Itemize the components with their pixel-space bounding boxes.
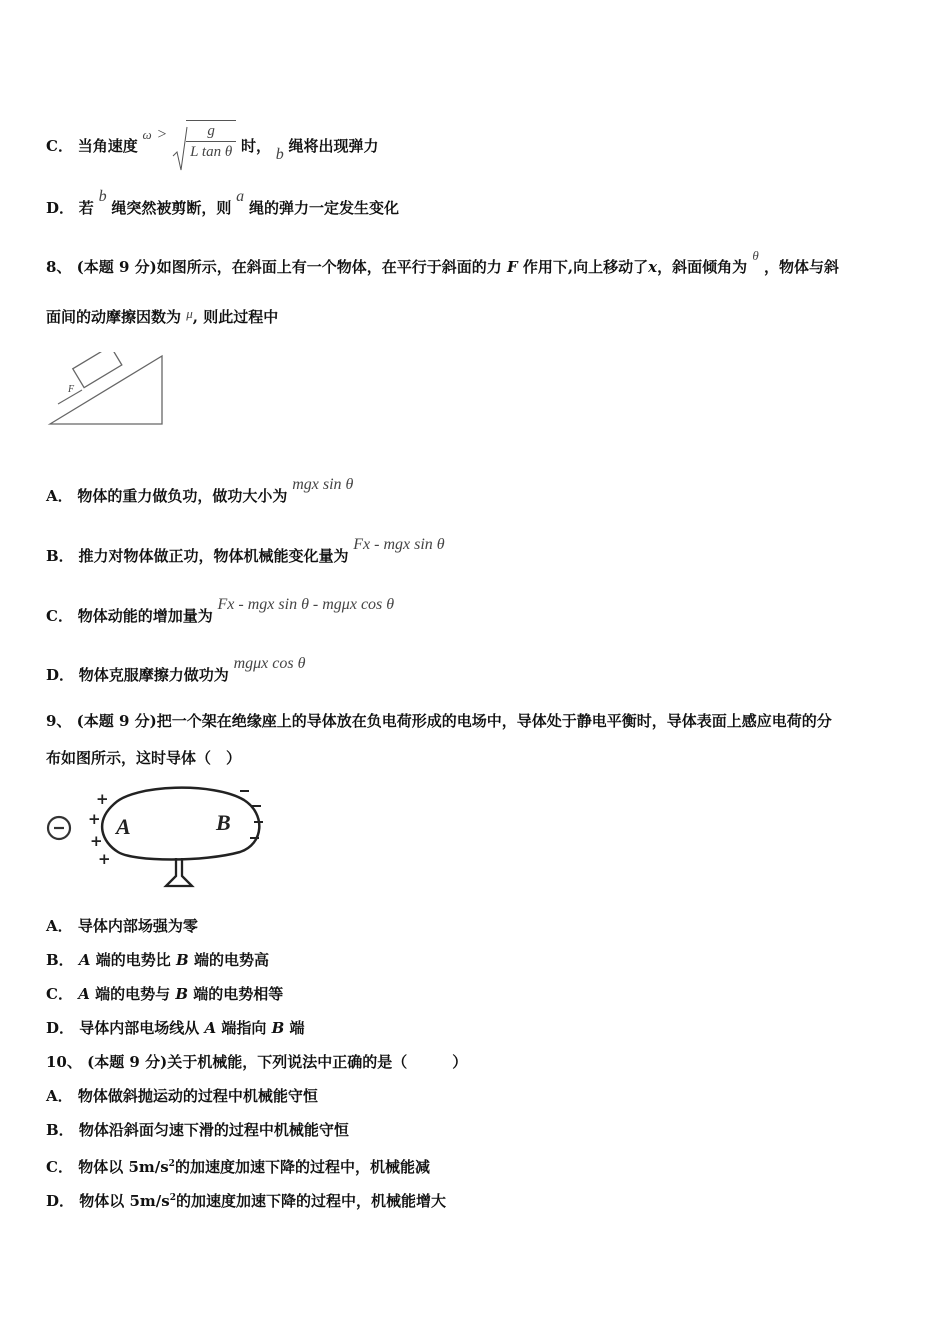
rope-a-symbol: a [236,188,245,205]
rope-b-symbol: b [98,188,107,205]
question-score: (本题 9 分) [76,258,157,276]
q7-option-d [46,188,399,219]
question-number: 10、 [46,1053,82,1071]
option-label: D． [46,1019,75,1037]
plus-sign: + [88,810,101,828]
option-label: B． [46,1121,74,1139]
q9-option-b [46,950,269,970]
option-text: 物体克服摩擦力做功为 [78,666,229,684]
option-text: 物体动能的增加量为 [77,607,213,625]
option-label: A． [46,1087,73,1105]
question-score: (本题 9 分) [87,1053,168,1071]
question-text: 把一个架在绝缘座上的导体放在负电荷形成的电场中，导体处于静电平衡时，导体表面上感应电荷的分 [156,712,832,730]
question-text: 面间的动摩擦因数为 [46,308,182,326]
displacement-symbol: x [648,258,658,276]
question-text: 关于机械能，下列说法中正确的是（ ） [167,1053,468,1071]
q8-option-c [46,596,395,627]
option-text: 端的电势与 [95,985,171,1003]
rope-b-symbol: b [275,146,284,163]
question-text: ，斜面倾角为 [657,258,748,276]
q7-option-c [46,123,379,168]
end-b-symbol: B [271,1019,285,1037]
q10-option-d [46,1188,446,1211]
option-text: 物体以 [78,1158,124,1176]
option-formula: mgx sin θ [292,476,354,493]
question-text: ，物体与斜 [763,258,839,276]
question-text: 布如图所示，这时导体（ ） [46,749,242,767]
sqrt-expression [172,123,236,168]
incline-figure [46,352,168,430]
option-label: D． [46,1192,75,1210]
option-text: 导体内部电场线从 [79,1019,200,1037]
option-label: B． [46,547,74,565]
option-text: 物体做斜抛运动的过程中机械能守恒 [77,1087,318,1105]
theta-symbol: θ [752,248,759,263]
end-a-label: A [116,814,131,839]
option-text: 的加速度加速下降的过程中，机械能减 [174,1158,430,1176]
fraction-numerator: g [186,121,236,142]
option-label: D． [46,199,75,217]
option-text: 绳的弹力一定发生变化 [248,199,399,217]
q9-option-a [46,916,198,936]
option-text: 端指向 [221,1019,267,1037]
end-b-symbol: B [176,951,189,969]
plus-sign: + [96,790,109,808]
exponent: 2 [168,1159,175,1169]
option-formula: mgμx cos θ [233,655,306,672]
option-label: C． [46,985,73,1003]
end-a-symbol: A [78,985,90,1003]
omega-symbol: ω [142,127,152,142]
option-label: D． [46,666,75,684]
end-a-symbol: A [78,951,91,969]
greater-than-symbol: > [156,126,168,143]
option-text: 物体以 [79,1192,125,1210]
q9-option-c [46,984,283,1004]
q8-stem-line-1 [46,248,839,278]
q10-option-c [46,1154,430,1177]
option-text: 的加速度加速下降的过程中，机械能增大 [176,1192,447,1210]
option-text: 端的电势比 [95,951,171,969]
positive-charges [88,790,111,868]
block [73,352,122,388]
option-text: 端 [289,1019,305,1037]
q9-stem-line-1 [46,711,832,731]
end-b-symbol: B [175,985,188,1003]
option-text: 端的电势高 [193,951,269,969]
q10-stem [46,1052,467,1072]
question-score: (本题 9 分) [76,712,157,730]
q10-option-a [46,1086,318,1106]
option-text: 导体内部场强为零 [77,917,198,935]
end-a-symbol: A [204,1019,217,1037]
q9-stem-line-2 [46,748,241,768]
question-text: 作用下,向上移动了 [522,258,649,276]
fraction-denominator: L tan θ [190,144,233,160]
option-label: C． [46,607,73,625]
plus-sign: + [90,832,103,850]
fraction [186,120,236,162]
option-label: A． [46,487,73,505]
conductor-figure [44,782,268,892]
option-label: A． [46,917,73,935]
option-text: 时， [240,137,271,155]
option-text: 物体的重力做负功，做功大小为 [77,487,288,505]
force-symbol: F [507,258,518,276]
q8-option-b [46,536,445,567]
option-formula: Fx - mgx sin θ [353,536,445,553]
question-number: 8、 [46,258,72,276]
insulating-stand [166,858,192,886]
acceleration-value: 5m/s [128,1158,169,1176]
q9-option-d [46,1018,305,1038]
option-label: C． [46,137,73,155]
question-text: , 则此过程中 [192,308,279,326]
q8-option-a [46,476,354,507]
plus-sign: + [98,850,111,868]
q8-option-d [46,655,306,686]
q8-stem-line-2 [46,307,278,328]
end-b-label: B [216,810,231,835]
option-label: C． [46,1158,73,1176]
option-text: 物体沿斜面匀速下滑的过程中机械能守恒 [78,1121,349,1139]
option-text: 绳突然被剪断，则 [111,199,232,217]
option-text: 绳将出现弹力 [288,137,379,155]
acceleration-value: 5m/s [129,1192,170,1210]
option-formula: Fx - mgx sin θ - mgμx cos θ [217,596,395,613]
q10-option-b [46,1120,349,1140]
mu-symbol: μ [186,306,193,321]
question-text: 如图所示，在斜面上有一个物体，在平行于斜面的力 [156,258,502,276]
option-text: 当角速度 [77,137,138,155]
option-text: 推力对物体做正功，物体机械能变化量为 [78,547,349,565]
option-label: B． [46,951,74,969]
question-number: 9、 [46,712,72,730]
exponent: 2 [169,1193,176,1203]
option-text: 若 [78,199,94,217]
option-text: 端的电势相等 [193,985,284,1003]
force-label: F [68,384,75,395]
